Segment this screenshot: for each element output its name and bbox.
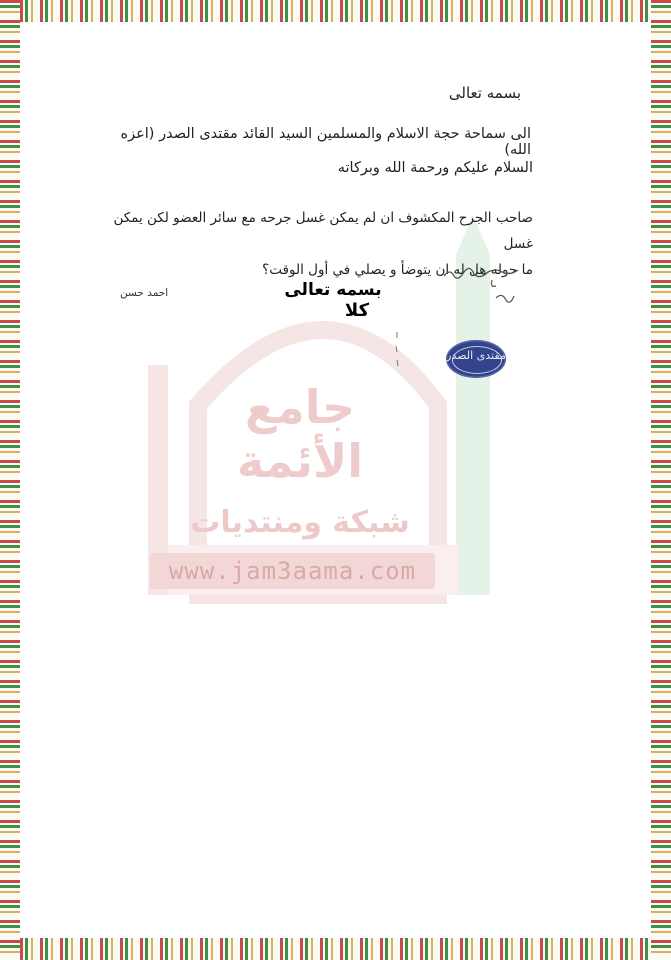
question-line-2: ما حوله هل له ان يتوضأ و يصلي في أول الوقت؟ (262, 262, 533, 278)
reply-heading: بسمه تعالى (284, 280, 382, 300)
stray-pen-marks (392, 330, 402, 370)
question-line-1: صاحب الجرح المكشوف ان لم يمكن غسل جرحه مع سائر العضو لكن يمكن غسل (113, 210, 533, 252)
reply-answer: كلا (344, 300, 370, 321)
official-seal (446, 340, 506, 378)
watermark-url: www.jam3aama.com (150, 553, 435, 589)
watermark-caption: شبكة ومنتديات (190, 505, 410, 540)
watermark-title: جامع الأئمة (236, 380, 364, 488)
seal-text: مقتدى الصدر (446, 349, 506, 362)
decorative-border-bottom (0, 938, 671, 960)
letter-address: الى سماحة حجة الاسلام والمسلمين السيد القائد مقتدى الصدر (اعزه الله) (120, 126, 531, 158)
decorative-border-right (651, 0, 671, 960)
sender-name: احمد حسن (120, 287, 169, 299)
letter-greeting: السلام عليكم ورحمة الله وبركاته (337, 160, 533, 176)
decorative-border-left (0, 0, 20, 960)
decorative-border-top (0, 0, 671, 22)
letter-heading: بسمه تعالى (448, 84, 521, 102)
handwritten-signature (440, 262, 520, 310)
